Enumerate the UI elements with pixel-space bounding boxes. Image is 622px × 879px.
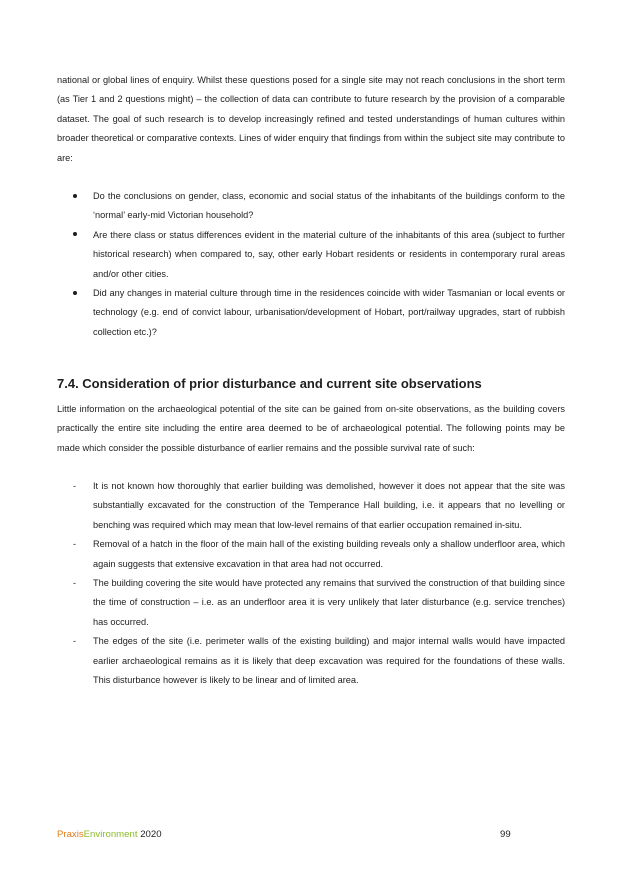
list-item <box>57 226 565 284</box>
list-item <box>57 187 565 226</box>
dash-marker: - <box>73 578 77 589</box>
disturbance-points-list <box>57 477 565 690</box>
brand-name-part2: Environment <box>83 829 138 840</box>
dash-marker: - <box>73 636 77 647</box>
point-text: Removal of a hatch in the floor of the main hall of the existing building reveals only a shallow underfloor area, which again suggests that extensive excavation in that area had not occurred. <box>93 539 565 569</box>
footer-year: 2020 <box>140 829 162 840</box>
bullet-dot-icon <box>73 187 85 206</box>
list-item <box>57 574 565 632</box>
bullet-dot-icon <box>73 226 85 245</box>
bullet-text: Do the conclusions on gender, class, economic and social status of the inhabitants of the buildings conform to the ‘normal’ early-mid Victorian household? <box>93 191 565 221</box>
point-text: The edges of the site (i.e. perimeter walls of the existing building) and major internal walls would have impacted earlier archaeological remains as it is likely that deep excavation was required for the foundations of these walls. This disturbance however is likely to be linear and of limited area. <box>93 636 565 686</box>
page-number: 99 <box>500 829 511 840</box>
enquiry-bullet-list <box>57 187 565 342</box>
dash-marker: - <box>73 481 77 491</box>
point-text: The building covering the site would have protected any remains that survived the construction of that building since the time of construction – i.e. as an underfloor area it is very unlikely that later disturbance (e.g. service trenches) has occurred. <box>93 578 565 627</box>
section-heading: 7.4. Consideration of prior disturbance and current site observations <box>57 376 482 391</box>
bullet-text: Are there class or status differences evident in the material culture of the inhabitants of this area (subject to further historical research) when compared to, say, other early Hobart residents or residents in contemporary rural areas and/or other cities. <box>93 229 565 279</box>
footer-brand <box>57 828 162 842</box>
list-item <box>57 284 565 342</box>
list-item <box>57 477 565 535</box>
list-item <box>57 535 565 574</box>
point-text: It is not known how thoroughly that earlier building was demolished, however it does not appear that the site was substantially excavated for the construction of the Temperance Hall building, i.e. it appears that no levelling or benching was required which may mean that low-level remains of that earlier occupation remained in-situ. <box>93 481 565 530</box>
list-item <box>57 632 565 690</box>
bullet-dot-icon <box>73 284 85 303</box>
bullet-text: Did any changes in material culture through time in the residences coincide with wider Tasmanian or local events or technology (e.g. end of convict labour, urbanisation/development of Hobart, port/railway upgrades, start of rubbish collection etc.)? <box>93 288 565 337</box>
intro-paragraph: national or global lines of enquiry. Whilst these questions posed for a single site may not reach conclusions in the short term (as Tier 1 and 2 questions might) – the collection of data can contribute to future research by the provision of a comparable dataset. The goal of such research is to develop increasingly refined and tested understandings of human cultures within broader theoretical or comparative contexts. Lines of wider enquiry that findings from within the subject site may contribute to are: <box>57 75 565 163</box>
brand-name-part1: Praxis <box>57 829 84 840</box>
dash-marker: - <box>73 539 77 550</box>
section-paragraph: Little information on the archaeological potential of the site can be gained from on-site observations, as the building covers practically the entire site including the entire area deemed to be of archaeological potential. The following points may be made which consider the possible disturbance of earlier remains and the possible survival rate of such: <box>57 404 565 453</box>
